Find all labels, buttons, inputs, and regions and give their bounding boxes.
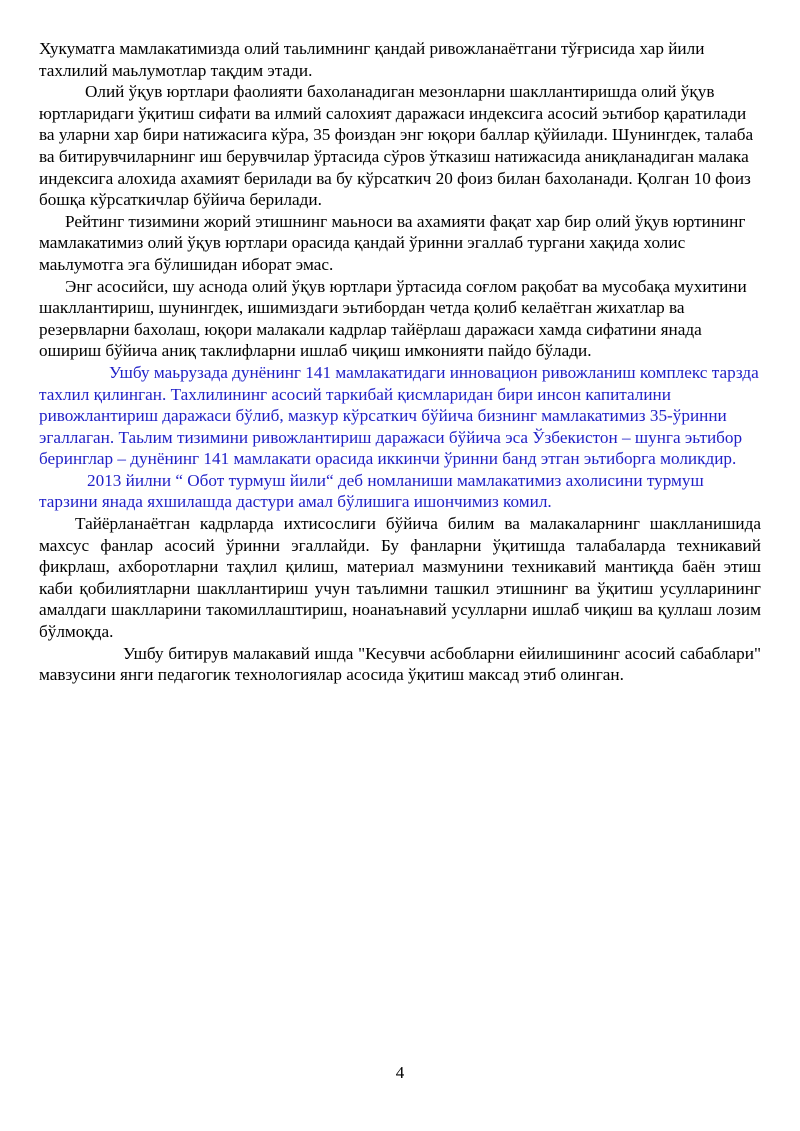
paragraph-report-highlight: Ушбу маьрузада дунёнинг 141 мамлакатидаги инновацион ривожланиш комплекс тарзда тахлил қилинган. Тахлилининг асосий таркибай қисмларидан бири инсон капиталини ривожлантириш даражаси бўлиб, мазкур кўрсаткич бўйича бизнинг мамлакатимиз 35-ўринни эгаллаган. Таьлим тизимини ривожлантириш даражаси бўйича эса Ўзбекистон – шунга эьтибор беринглар – дунёнинг 141 мамлакати орасида иккинчи ўринни банд этган эьтиборга моликдир.: [39, 362, 759, 469]
paragraph-year-2013: 2013 йилни “ Обот турмуш йили“ деб номланиши мамлакатимиз ахолисини турмуш тарзини янада яхшилашда дастури амал бўлишига ишончимиз комил.: [39, 470, 704, 512]
paragraph-competition: Энг асосийси, шу аснода олий ўқув юртлари ўртасида соғлом рақобат ва мусобақа мухитини шакллантириш, шунингдек, ишимиздаги эьтибордан четда қолиб келаётган жихатлар ва резервларни бахолаш, юқори малакали кадрлар тайёрлаш даражаси хамда сифатини янада ошириш бўйича аниқ таклифларни ишлаб чиқиш имконияти пайдо бўлади.: [39, 276, 747, 361]
paragraph-thesis-goal: Ушбу битирув малакавий ишда "Кесувчи асбобларни ейилишининг асосий сабаблари" мавзусини янги педагогик технологиялар асосида ўқитиш максад этиб олинган.: [39, 643, 761, 685]
paragraph-rating-system: Рейтинг тизимини жорий этишнинг маьноси ва ахамияти фақат хар бир олий ўқув юртининг мамлакатимиз олий ўқув юртлари орасида қандай ўринни эгаллаб тургани хақида холис маьлумотга эга бўлишидан иборат эмас.: [39, 211, 746, 274]
page-number: 4: [395, 1063, 405, 1082]
paragraph-evaluation-criteria: Олий ўқув юртлари фаолияти бахоланадиган мезонларни шакллантиришда олий ўқув юртларидаги ўқитиш сифати ва илмий салохият даражаси индексига асосий эьтибор қаратилади ва уларни хар бири натижасига кўра, 35 фоиздан энг юқори баллар қўйилади. Шунингдек, талаба ва битирувчиларнинг иш берувчилар ўртасида сўров ўтказиш натижасида аниқланадиган малака индексига алохида ахамият берилади ва бу кўрсаткич 20 фоиз билан бахоланади. Қолган 10 фоиз бошқа кўрсаткичлар бўйича берилади.: [39, 82, 754, 210]
document-page: [39, 38, 761, 686]
paragraph-special-subjects: Тайёрланаётган кадрларда ихтисослиги бўйича билим ва малакаларнинг шаклланишида махсус фанлар асосий ўринни эгаллайди. Бу фанларни ўқитишда талабаларда техникавий фикрлаш, ахборотларни таҳлил қилиш, материал мазмунини техникавий мантиқда баён этиш каби қобилиятларни шакллантириш учун таълимни ташкил этишнинг ва ўқитиш усулларининг амалдаги шаклларини такомиллаштириш, ноанаънавий усулларни ишлаб чиқиш ва қуллаш лозим бўлмоқда.: [39, 514, 761, 642]
paragraph-intro: Хукуматга мамлакатимизда олий таьлимнинг қандай ривожланаётгани тўғрисида хар йили тахлилий маьлумотлар тақдим этади.: [39, 39, 705, 80]
